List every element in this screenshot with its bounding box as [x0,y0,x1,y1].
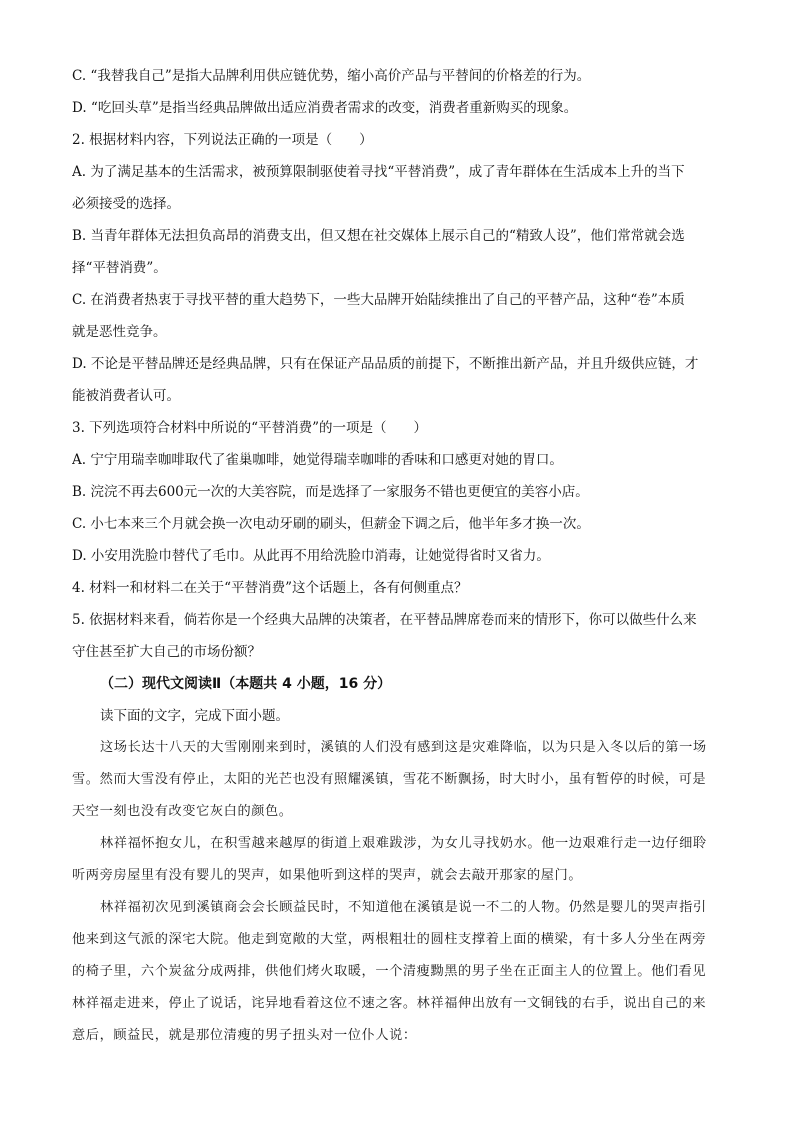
passage-line: 雪。然而大雪没有停止，太阳的光芒也没有照耀溪镇，雪花不断飘扬，时大时小，虽有暂停的时候，可是 [72,772,707,787]
q3-option-c: C. 小七本来三个月就会换一次电动牙刷的刷头，但薪金下调之后，他半年多才换一次。 [72,516,590,532]
q2-option-c-line1: C. 在消费者热衷于寻找平替的重大趋势下，一些大品牌开始陆续推出了自己的平替产品，这种“卷”本质 [72,292,685,308]
reading-instruction: 读下面的文字，完成下面小题。 [100,708,289,724]
option-c-text: C. “我替我自己”是指大品牌利用供应链优势，缩小高价产品与平替间的价格差的行为。 [72,68,591,84]
q2-option-b-line1: B. 当青年群体无法担负高昂的消费支出，但又想在社交媒体上展示自己的“精致人设”，他们常常就会选 [72,228,685,244]
q2-option-d-line1: D. 不论是平替品牌还是经典品牌，只有在保证产品品质的前提下，不断推出新产品，并且升级供应链，才 [72,356,699,372]
passage-line: 这场长达十八天的大雪刚刚来到时，溪镇的人们没有感到这是灾难降临，以为只是入冬以后的第一场 [100,740,707,755]
question-5-line2: 守住甚至扩大自己的市场份额？ [72,644,261,660]
passage-line: 天空一刻也没有改变它灰白的颜色。 [72,804,293,819]
q2-option-a-line2: 必须接受的选择。 [72,196,180,212]
question-2-stem: 2. 根据材料内容，下列说法正确的一项是（ ） [72,132,373,148]
passage-line: 林祥福怀抱女儿，在积雪越来越厚的街道上艰难跋涉，为女儿寻找奶水。他一边艰难行走一边仔细聆 [100,836,707,851]
q2-option-c-line2: 就是恶性竞争。 [72,324,167,340]
q2-option-a-line1: A. 为了满足基本的生活需求，被预算限制驱使着寻找“平替消费”，成了青年群体在生活成本上升的当下 [72,164,685,180]
question-3-stem: 3. 下列选项符合材料中所说的“平替消费”的一项是（ ） [72,420,427,436]
passage-line: 意后，顾益民，就是那位清瘦的男子扭头对一位仆人说： [72,1028,417,1043]
q3-option-b: B. 浣浣不再去600元一次的大美容院，而是选择了一家服务不错也更便宜的美容小店。 [72,484,589,500]
passage-line: 他来到这气派的深宅大院。他走到宽敞的大堂，两根粗壮的圆柱支撑着上面的横梁，有十多人分坐在两旁 [72,932,707,947]
option-d-text: D. “吃回头草”是指当经典品牌做出适应消费者需求的改变，消费者重新购买的现象。 [72,100,578,116]
question-5-line1: 5. 依据材料来看，倘若你是一个经典大品牌的决策者，在平替品牌席卷而来的情形下，你可以做些什么来 [72,612,697,628]
passage-line: 听两旁房屋里有没有婴儿的哭声，如果他听到这样的哭声，就会去敲开那家的屋门。 [72,868,583,883]
section-title: （二）现代文阅读Ⅱ（本题共 4 小题，16 分） [100,676,392,692]
q2-option-b-line2: 择“平替消费”。 [72,260,167,276]
q3-option-d: D. 小安用洗脸巾替代了毛巾。从此再不用给洗脸巾消毒，让她觉得省时又省力。 [72,548,550,564]
q3-option-a: A. 宁宁用瑞幸咖啡取代了雀巢咖啡，她觉得瑞幸咖啡的香味和口感更对她的胃口。 [72,452,563,468]
passage-line: 林祥福走进来，停止了说话，诧异地看着这位不速之客。林祥福伸出放有一文铜钱的右手，说出自己的来 [72,996,707,1011]
passage-line: 林祥福初次见到溪镇商会会长顾益民时，不知道他在溪镇是说一不二的人物。仍然是婴儿的哭声指引 [100,900,707,915]
passage-line: 的椅子里，六个炭盆分成两排，供他们烤火取暖，一个清瘦黝黑的男子坐在正面主人的位置上。他们看见 [72,964,707,979]
question-4-stem: 4. 材料一和材料二在关于“平替消费”这个话题上，各有何侧重点？ [72,580,468,596]
q2-option-d-line2: 能被消费者认可。 [72,388,180,404]
